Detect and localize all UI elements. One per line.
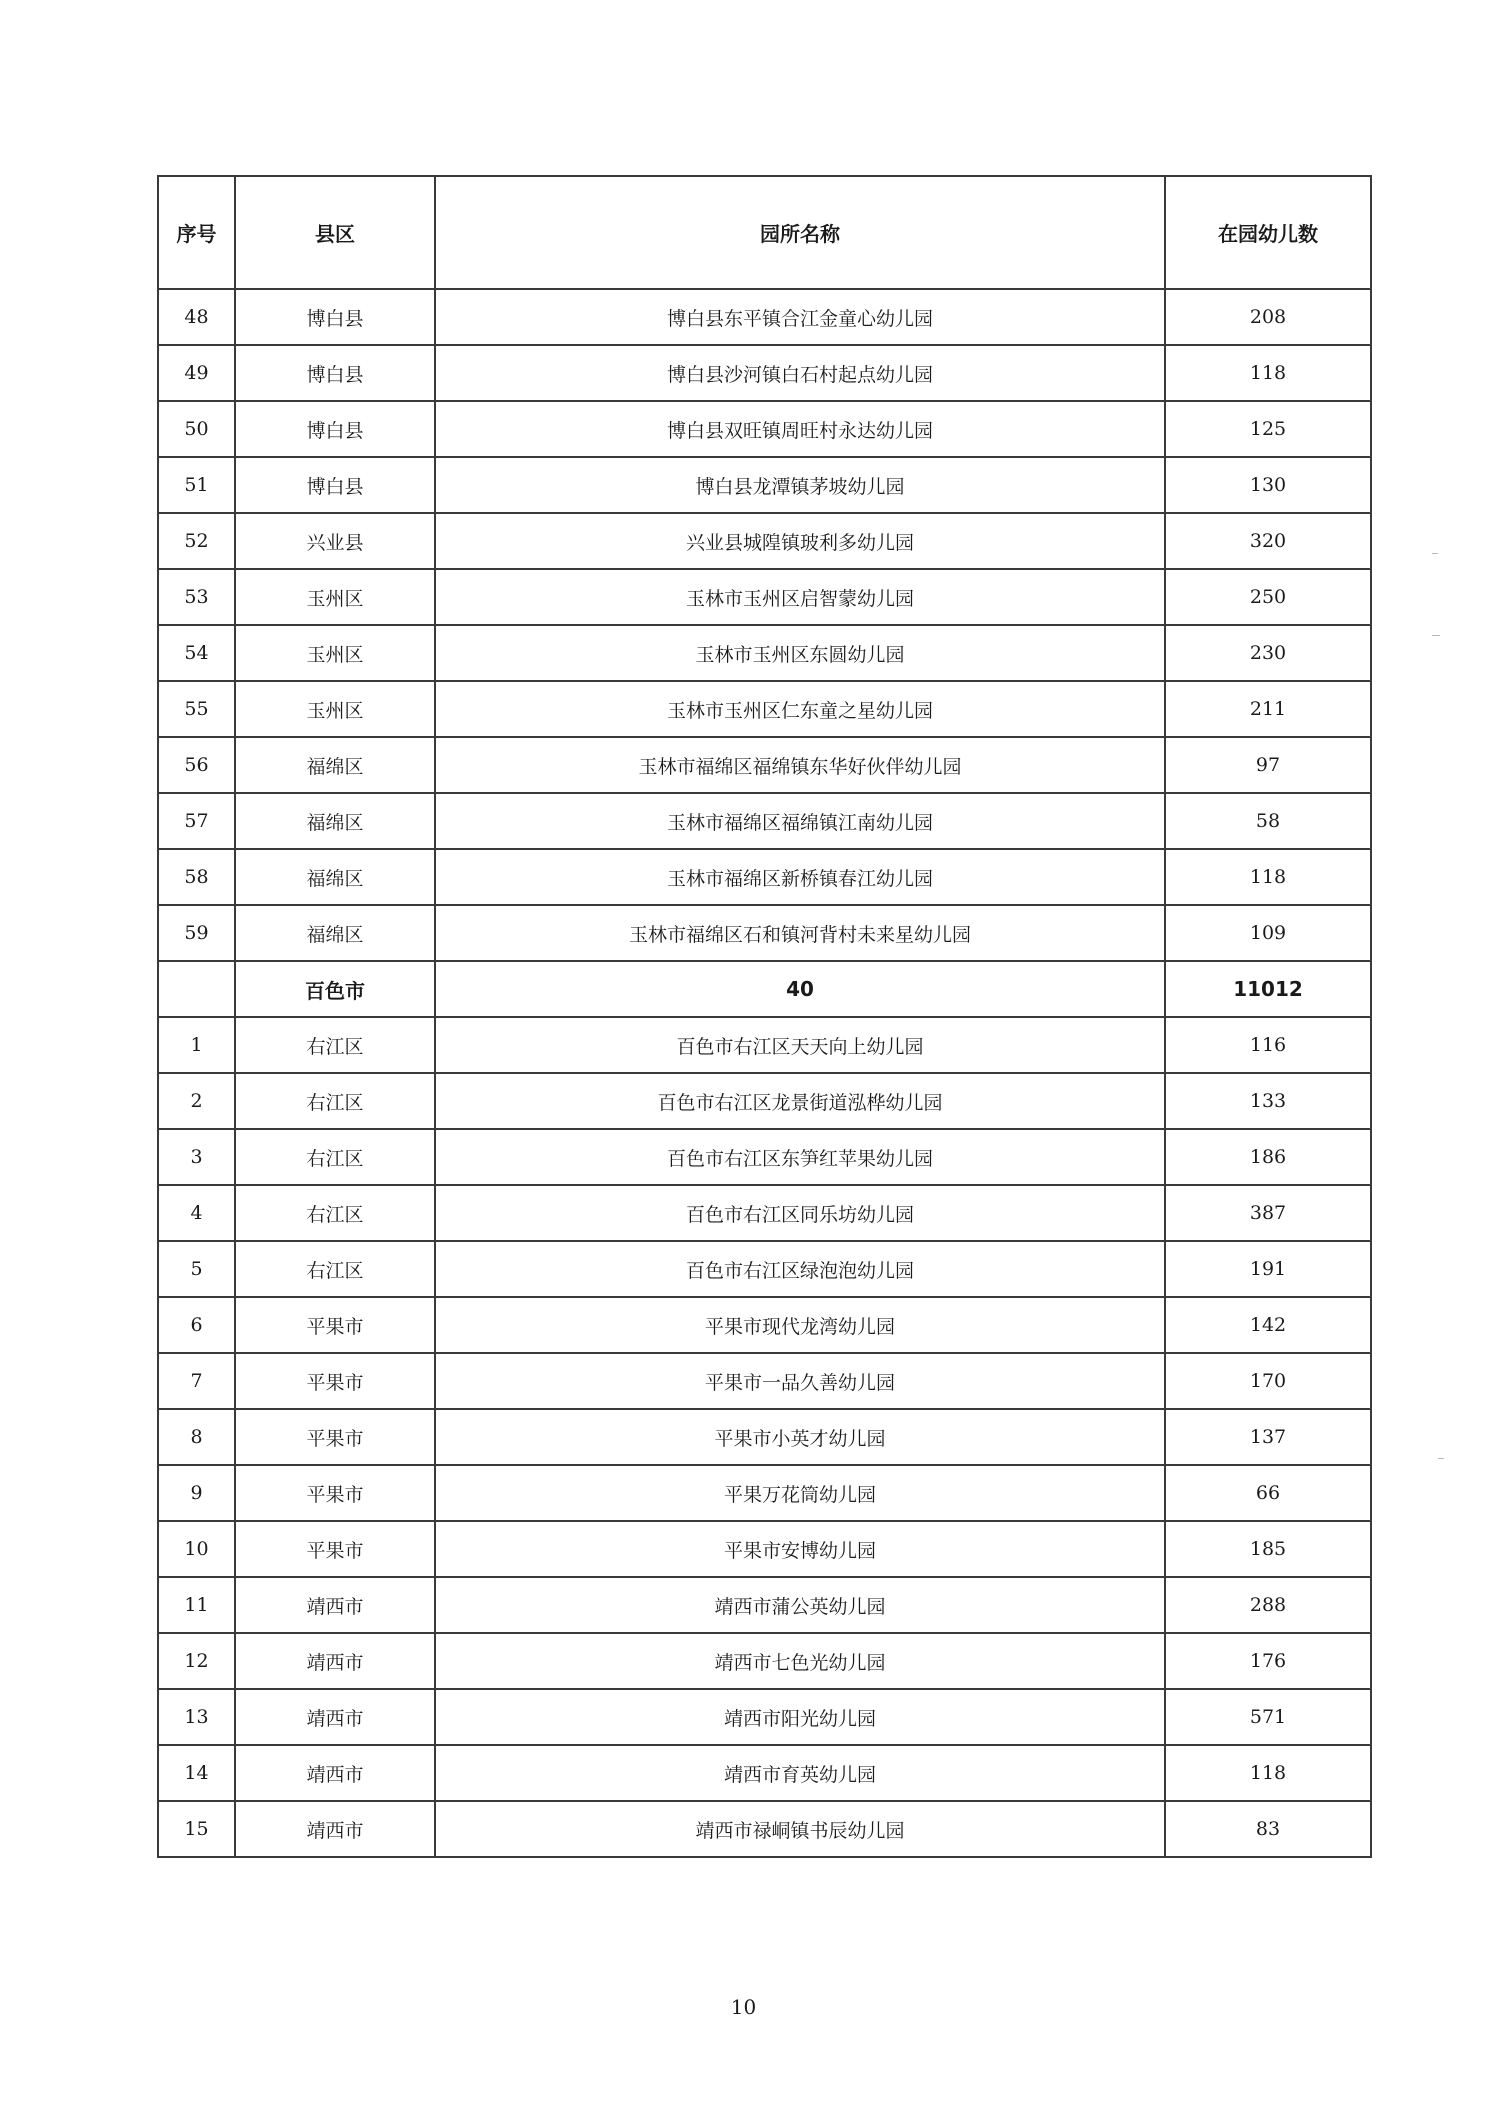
cell-county: 靖西市: [235, 1801, 435, 1857]
cell-county: 平果市: [235, 1297, 435, 1353]
cell-name: 平果市安博幼儿园: [435, 1521, 1165, 1577]
cell-count: 137: [1165, 1409, 1371, 1465]
subtotal-row: [158, 961, 1371, 1017]
cell-county: 平果市: [235, 1465, 435, 1521]
table-row: [158, 1409, 1371, 1465]
cell-count: 288: [1165, 1577, 1371, 1633]
cell-seq: 8: [158, 1409, 235, 1465]
cell-county: 福绵区: [235, 849, 435, 905]
cell-county: 靖西市: [235, 1577, 435, 1633]
cell-seq: 49: [158, 345, 235, 401]
table-row: [158, 457, 1371, 513]
cell-county: 靖西市: [235, 1633, 435, 1689]
cell-seq: [158, 961, 235, 1017]
cell-seq: 12: [158, 1633, 235, 1689]
cell-count: 118: [1165, 1745, 1371, 1801]
cell-seq: 11: [158, 1577, 235, 1633]
header-name: 园所名称: [435, 176, 1165, 289]
cell-count: 58: [1165, 793, 1371, 849]
cell-county: 平果市: [235, 1521, 435, 1577]
cell-seq: 3: [158, 1129, 235, 1185]
table-row: [158, 289, 1371, 345]
cell-name: 博白县东平镇合江金童心幼儿园: [435, 289, 1165, 345]
cell-seq: 9: [158, 1465, 235, 1521]
cell-count: 191: [1165, 1241, 1371, 1297]
cell-seq: 2: [158, 1073, 235, 1129]
scan-mark: [1438, 1458, 1444, 1459]
cell-seq: 52: [158, 513, 235, 569]
cell-seq: 55: [158, 681, 235, 737]
cell-seq: 56: [158, 737, 235, 793]
table-row: [158, 737, 1371, 793]
table-row: [158, 1689, 1371, 1745]
cell-name: 百色市右江区龙景街道泓桦幼儿园: [435, 1073, 1165, 1129]
cell-count: 320: [1165, 513, 1371, 569]
cell-county: 兴业县: [235, 513, 435, 569]
table-row: [158, 681, 1371, 737]
cell-county: 右江区: [235, 1185, 435, 1241]
cell-name: 靖西市育英幼儿园: [435, 1745, 1165, 1801]
cell-seq: 59: [158, 905, 235, 961]
table-row: [158, 1745, 1371, 1801]
cell-county: 玉州区: [235, 681, 435, 737]
cell-county: 博白县: [235, 401, 435, 457]
cell-seq: 4: [158, 1185, 235, 1241]
cell-count: 571: [1165, 1689, 1371, 1745]
cell-county: 博白县: [235, 345, 435, 401]
table-row: [158, 1353, 1371, 1409]
cell-count: 387: [1165, 1185, 1371, 1241]
table-row: [158, 1633, 1371, 1689]
table-row: [158, 905, 1371, 961]
page-number: 10: [730, 1995, 757, 2019]
cell-name: 百色市右江区绿泡泡幼儿园: [435, 1241, 1165, 1297]
scan-mark: [1432, 553, 1438, 554]
cell-seq: 6: [158, 1297, 235, 1353]
header-row: [158, 176, 1371, 289]
cell-name: 靖西市七色光幼儿园: [435, 1633, 1165, 1689]
cell-seq: 14: [158, 1745, 235, 1801]
cell-county: 右江区: [235, 1073, 435, 1129]
cell-count: 142: [1165, 1297, 1371, 1353]
cell-name: 平果万花筒幼儿园: [435, 1465, 1165, 1521]
cell-count: 125: [1165, 401, 1371, 457]
cell-seq: 48: [158, 289, 235, 345]
cell-name: 玉林市福绵区新桥镇春江幼儿园: [435, 849, 1165, 905]
cell-county: 福绵区: [235, 737, 435, 793]
table-row: [158, 1297, 1371, 1353]
cell-name: 平果市小英才幼儿园: [435, 1409, 1165, 1465]
cell-name: 兴业县城隍镇玻利多幼儿园: [435, 513, 1165, 569]
cell-count: 176: [1165, 1633, 1371, 1689]
cell-count: 109: [1165, 905, 1371, 961]
cell-seq: 50: [158, 401, 235, 457]
table-row: [158, 1465, 1371, 1521]
cell-name: 博白县龙潭镇茅坡幼儿园: [435, 457, 1165, 513]
cell-name: 玉林市福绵区福绵镇东华好伙伴幼儿园: [435, 737, 1165, 793]
cell-name: 玉林市福绵区石和镇河背村未来星幼儿园: [435, 905, 1165, 961]
cell-seq: 13: [158, 1689, 235, 1745]
header-count: 在园幼儿数: [1165, 176, 1371, 289]
table-row: [158, 401, 1371, 457]
cell-name: 博白县双旺镇周旺村永达幼儿园: [435, 401, 1165, 457]
cell-county: 右江区: [235, 1241, 435, 1297]
cell-name: 玉林市福绵区福绵镇江南幼儿园: [435, 793, 1165, 849]
cell-name: 博白县沙河镇白石村起点幼儿园: [435, 345, 1165, 401]
cell-seq: 54: [158, 625, 235, 681]
table-row: [158, 1801, 1371, 1857]
table-row: [158, 345, 1371, 401]
cell-county: 右江区: [235, 1129, 435, 1185]
cell-count: 186: [1165, 1129, 1371, 1185]
cell-count: 211: [1165, 681, 1371, 737]
cell-name: 靖西市蒲公英幼儿园: [435, 1577, 1165, 1633]
cell-county: 玉州区: [235, 569, 435, 625]
table-row: [158, 513, 1371, 569]
cell-count: 118: [1165, 345, 1371, 401]
cell-county: 平果市: [235, 1409, 435, 1465]
cell-county: 右江区: [235, 1017, 435, 1073]
cell-county: 靖西市: [235, 1745, 435, 1801]
cell-count: 11012: [1165, 961, 1371, 1017]
cell-county: 靖西市: [235, 1689, 435, 1745]
table-row: [158, 849, 1371, 905]
cell-county: 平果市: [235, 1353, 435, 1409]
cell-seq: 1: [158, 1017, 235, 1073]
header-seq: 序号: [158, 176, 235, 289]
table-row: [158, 1521, 1371, 1577]
cell-county: 福绵区: [235, 905, 435, 961]
cell-count: 250: [1165, 569, 1371, 625]
cell-count: 116: [1165, 1017, 1371, 1073]
cell-name: 平果市一品久善幼儿园: [435, 1353, 1165, 1409]
table-row: [158, 1185, 1371, 1241]
cell-count: 185: [1165, 1521, 1371, 1577]
cell-seq: 51: [158, 457, 235, 513]
cell-county: 百色市: [235, 961, 435, 1017]
cell-name: 百色市右江区同乐坊幼儿园: [435, 1185, 1165, 1241]
cell-seq: 5: [158, 1241, 235, 1297]
table-row: [158, 1073, 1371, 1129]
table-row: [158, 1017, 1371, 1073]
table-row: [158, 793, 1371, 849]
cell-name: 玉林市玉州区启智蒙幼儿园: [435, 569, 1165, 625]
cell-county: 福绵区: [235, 793, 435, 849]
cell-name: 百色市右江区天天向上幼儿园: [435, 1017, 1165, 1073]
cell-seq: 53: [158, 569, 235, 625]
table-row: [158, 1577, 1371, 1633]
table-body: [158, 289, 1371, 1857]
cell-seq: 57: [158, 793, 235, 849]
cell-count: 97: [1165, 737, 1371, 793]
cell-name: 平果市现代龙湾幼儿园: [435, 1297, 1165, 1353]
table-row: [158, 625, 1371, 681]
cell-seq: 7: [158, 1353, 235, 1409]
cell-count: 130: [1165, 457, 1371, 513]
cell-name: 靖西市阳光幼儿园: [435, 1689, 1165, 1745]
cell-name: 靖西市禄峒镇书辰幼儿园: [435, 1801, 1165, 1857]
cell-seq: 58: [158, 849, 235, 905]
cell-name: 40: [435, 961, 1165, 1017]
cell-name: 百色市右江区东笋红苹果幼儿园: [435, 1129, 1165, 1185]
cell-seq: 10: [158, 1521, 235, 1577]
table-header: [158, 176, 1371, 289]
cell-county: 博白县: [235, 457, 435, 513]
table-row: [158, 1241, 1371, 1297]
cell-count: 66: [1165, 1465, 1371, 1521]
cell-count: 230: [1165, 625, 1371, 681]
scan-mark: [1432, 635, 1440, 636]
header-county: 县区: [235, 176, 435, 289]
table-row: [158, 1129, 1371, 1185]
cell-county: 玉州区: [235, 625, 435, 681]
cell-count: 170: [1165, 1353, 1371, 1409]
cell-count: 208: [1165, 289, 1371, 345]
cell-seq: 15: [158, 1801, 235, 1857]
kindergarten-table: [157, 175, 1372, 1858]
table-row: [158, 569, 1371, 625]
cell-county: 博白县: [235, 289, 435, 345]
cell-count: 118: [1165, 849, 1371, 905]
cell-name: 玉林市玉州区仁东童之星幼儿园: [435, 681, 1165, 737]
cell-count: 133: [1165, 1073, 1371, 1129]
cell-name: 玉林市玉州区东圆幼儿园: [435, 625, 1165, 681]
cell-count: 83: [1165, 1801, 1371, 1857]
